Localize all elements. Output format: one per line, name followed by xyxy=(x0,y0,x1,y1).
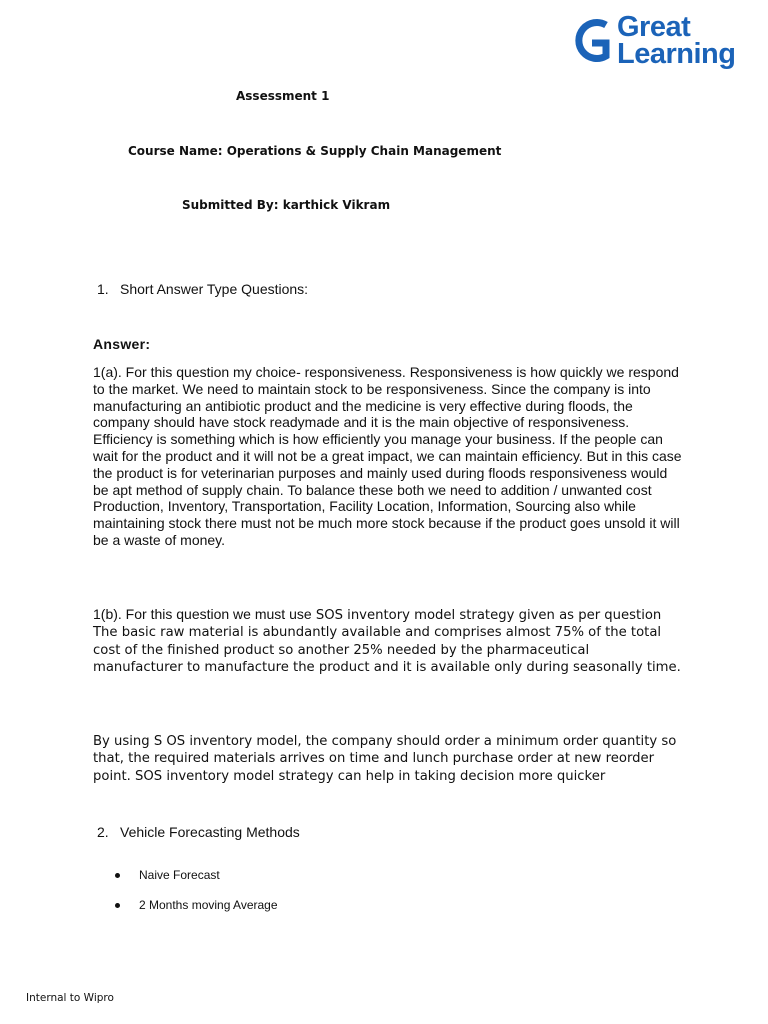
bullet-icon xyxy=(115,873,120,878)
answer-paragraph-sos: By using S OS inventory model, the company should order a minimum order quantity so that, the required materials arrives on time and lunch purchase order at new reorder point. SOS inventory model strategy can help in taking decision more quicker xyxy=(93,734,677,784)
answer-paragraph-1b xyxy=(93,606,683,677)
submitted-by: Submitted By: karthick Vikram xyxy=(182,198,391,212)
logo-line-2: Learning xyxy=(617,38,736,70)
logo-wordmark xyxy=(617,11,736,70)
bullet-icon xyxy=(115,903,120,908)
assessment-title: Assessment 1 xyxy=(236,89,330,103)
question-2-number: 2. xyxy=(97,824,109,840)
question-2 xyxy=(97,824,300,840)
logo-line-1: Great xyxy=(617,11,691,43)
answer-1b-intro: 1(b). For this question we must use xyxy=(93,606,312,622)
question-1 xyxy=(97,281,308,297)
answer-1b-body: SOS inventory model strategy given as per question The basic raw material is abundantly available and comprises almost 75% of the total cost of the finished product so another 25% needed by the pharmaceutical manufacturer to manufacture the product and it is available only during seasonally time. xyxy=(93,608,681,676)
answer-paragraph-1a: 1(a). For this question my choice- responsiveness. Responsiveness is how quickly we respond to the market. We need to maintain stock to be responsiveness. Since the company is into manufacturing an antibiotic product and the medicine is very effective during floods, the company should have stock readymade and it is the main objective of responsiveness. Efficiency is something which is how efficiently you manage your business. If the people can wait for the product and it will not be a great impact, we can maintain efficiency. But in this case the product is for veterinarian purposes and mainly used during floods responsiveness would be apt method of supply chain. To balance these both we need to addition / unwanted cost Production, Inventory, Transportation, Facility Location, Information, Sourcing also while maintaining stock there must not be much more stock because if the product goes unsold it will be a waste of money. xyxy=(93,364,682,548)
great-learning-logo xyxy=(570,11,740,74)
question-2-text: Vehicle Forecasting Methods xyxy=(120,824,300,840)
question-1-text: Short Answer Type Questions: xyxy=(120,281,309,297)
answer-heading: Answer: xyxy=(93,336,151,352)
list-item xyxy=(115,868,278,898)
forecast-methods-list xyxy=(115,868,278,928)
list-item-text: Naive Forecast xyxy=(139,868,220,882)
great-learning-g-icon xyxy=(570,16,612,68)
list-item xyxy=(115,898,278,928)
list-item-text: 2 Months moving Average xyxy=(139,898,278,912)
course-name: Course Name: Operations & Supply Chain Management xyxy=(128,144,502,158)
question-1-number: 1. xyxy=(97,281,109,297)
footer-classification: Internal to Wipro xyxy=(26,992,114,1004)
